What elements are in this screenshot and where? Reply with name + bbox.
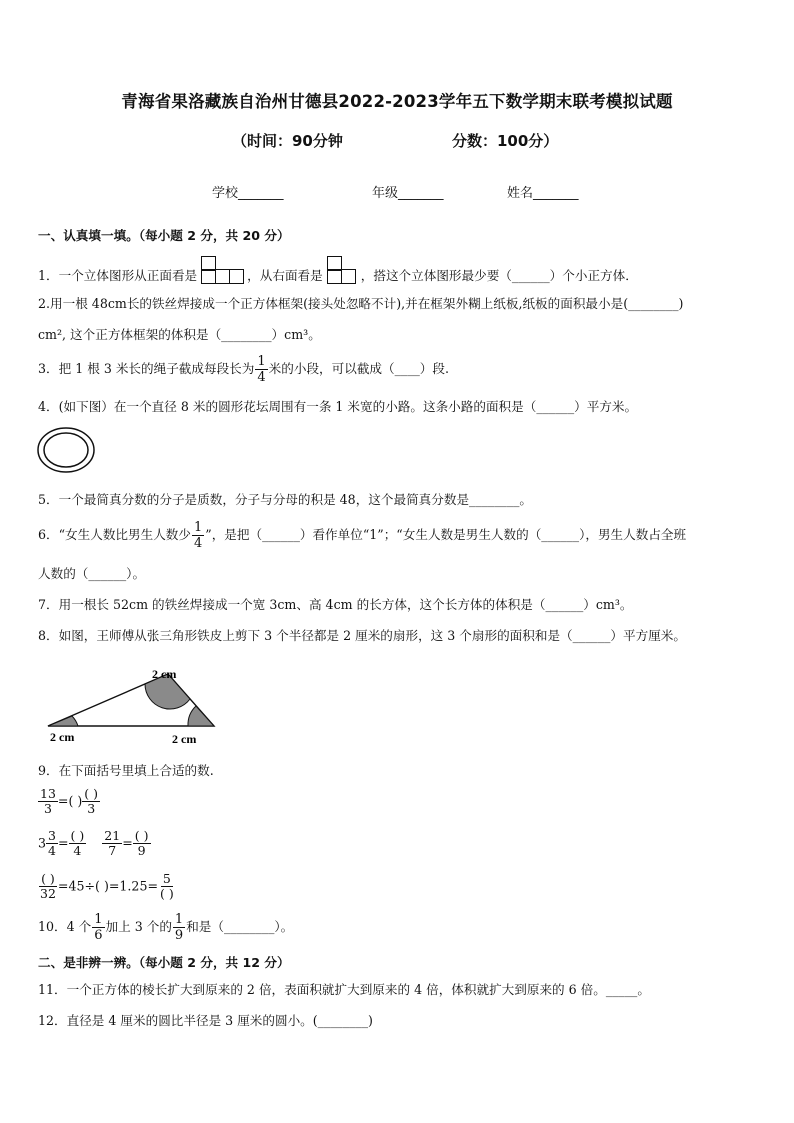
sector-left <box>48 716 78 726</box>
question-3 <box>38 355 449 384</box>
triangle-diagram <box>40 660 220 748</box>
q9-r1-n1: 13 <box>40 786 56 801</box>
q9-r2-frac2 <box>69 829 87 859</box>
q9-r2-eq2: = <box>122 835 133 851</box>
q9-r1-d1: 3 <box>43 801 52 817</box>
page-title: 青海省果洛藏族自治州甘德县2022-2023学年五下数学期末联考模拟试题 <box>121 92 673 111</box>
q9-r2-frac4 <box>133 829 151 859</box>
q9-r3-d1: 32 <box>40 886 56 902</box>
q6-den: 4 <box>193 536 203 551</box>
q3-den: 4 <box>257 370 266 385</box>
question-1 <box>38 256 638 284</box>
q10-n1: 1 <box>94 912 103 927</box>
q3-text-a: 3．把 1 根 3 米长的绳子截成每段长为 <box>38 361 255 376</box>
label-top: 2 cm <box>152 667 177 681</box>
q9-r3-mid: =45÷( )=1.25= <box>57 878 159 894</box>
q3-text-b: 米的小段，可以截成（____）段. <box>268 361 449 376</box>
q9-r3-d2: ( ) <box>160 886 174 902</box>
q10-frac2 <box>173 913 185 942</box>
q9-r2-n1: 3 <box>48 828 56 843</box>
question-8: 8．如图，王师傅从张三角形铁皮上剪下 3 个半径都是 2 厘米的扇形，这 3 个扇形的面积和是（______）平方厘米。 <box>38 628 686 643</box>
q6-num: 1 <box>193 520 203 535</box>
q9-row-3 <box>38 872 176 902</box>
q9-r3-frac2 <box>158 872 176 902</box>
q1-text-b: ，从右面看是 <box>247 268 323 283</box>
question-2-line1: 2.用一根 48cm长的铁丝焊接成一个正方体框架(接头处忽略不计),并在框架外糊上纸板,纸板的面积最小是(________) <box>38 296 684 311</box>
school-field: 学校_______ <box>212 186 284 201</box>
q10-d2: 9 <box>174 928 184 943</box>
q9-r2-n3: 21 <box>104 828 121 843</box>
question-10 <box>38 913 293 942</box>
exam-time: （时间：90分钟 <box>232 132 343 150</box>
q10-text-b: 加上 3 个的 <box>105 919 172 934</box>
circular-path-diagram <box>36 425 98 475</box>
q6-fraction <box>192 521 204 550</box>
q6-text-b: ”，是把（______）看作单位“1”；“女生人数是男生人数的（______），男生人数占全班 <box>205 527 687 542</box>
question-9: 9．在下面括号里填上合适的数. <box>38 763 214 778</box>
section2-heading: 二、是非辨一辨。（每小题 2 分，共 12 分） <box>38 955 290 970</box>
q9-r1-n2: ( ) <box>84 786 99 801</box>
q1-text-c: ，搭这个立体图形最少要（______）个小正方体． <box>360 268 638 283</box>
question-4: 4．(如下图）在一个直径 8 米的圆形花坛周围有一条 1 米宽的小路。这条小路的面积是（______）平方米。 <box>38 399 638 414</box>
q9-r1-frac1 <box>38 787 58 817</box>
question-6-line2: 人数的（______）。 <box>38 566 146 581</box>
q9-r3-frac1 <box>38 872 58 902</box>
q9-r1-frac2 <box>82 787 100 817</box>
question-11: 11．一个正方体的棱长扩大到原来的 2 倍，表面积就扩大到原来的 4 倍，体积就扩大到原来的 6 倍。_____。 <box>38 982 650 997</box>
question-2-line2: cm², 这个正方体框架的体积是（________）cm³。 <box>38 327 321 342</box>
q9-r2-d4: 9 <box>137 843 146 859</box>
q9-r3-n2: 5 <box>162 871 171 886</box>
q9-row-1 <box>38 787 100 817</box>
q9-r2-d1: 4 <box>48 843 56 859</box>
section1-heading: 一、认真填一填。（每小题 2 分，共 20 分） <box>38 228 290 243</box>
q3-fraction <box>255 355 267 384</box>
q9-r2-n2: ( ) <box>70 828 85 843</box>
name-field: 姓名_______ <box>507 186 579 201</box>
grade-field: 年级_______ <box>372 186 444 201</box>
q10-frac1 <box>92 913 104 942</box>
q9-r2-whole: 3 <box>38 835 47 851</box>
outer-circle <box>38 428 94 472</box>
q9-row-2 <box>38 829 151 859</box>
q6-text-a: 6．“女生人数比男生人数少 <box>38 527 191 542</box>
q10-d1: 6 <box>94 928 103 943</box>
q9-r2-frac1 <box>46 829 58 859</box>
right-view-icon <box>327 256 357 284</box>
q1-text-a: 1．一个立体图形从正面看是 <box>38 268 198 283</box>
label-left: 2 cm <box>50 730 75 744</box>
q9-r2-d3: 7 <box>108 843 117 859</box>
q9-r3-n1: ( ) <box>41 871 55 886</box>
inner-circle <box>44 433 88 467</box>
q9-r2-d2: 4 <box>73 843 82 859</box>
q3-num: 1 <box>257 354 266 369</box>
question-6 <box>38 521 686 550</box>
sector-right <box>188 706 214 726</box>
q9-r2-frac3 <box>102 829 122 859</box>
q10-text-c: 和是（________）。 <box>186 919 294 934</box>
front-view-icon <box>201 256 243 284</box>
q10-n2: 1 <box>174 912 184 927</box>
label-right: 2 cm <box>172 732 197 746</box>
q9-r1-d2: 3 <box>87 801 96 817</box>
q9-r1-mid: =( ) <box>57 793 83 809</box>
question-12: 12．直径是 4 厘米的圆比半径是 3 厘米的圆小。(________) <box>38 1013 373 1028</box>
q9-r2-eq: = <box>57 835 69 851</box>
exam-score: 分数：100分） <box>452 132 559 150</box>
q9-r2-n4: ( ) <box>134 828 149 843</box>
question-7: 7．用一根长 52cm 的铁丝焊接成一个宽 3cm、高 4cm 的长方体，这个长方体的体积是（______）cm³。 <box>38 597 633 612</box>
q10-text-a: 10．4 个 <box>38 919 92 934</box>
question-5: 5．一个最简真分数的分子是质数，分子与分母的积是 48，这个最简真分数是________。 <box>38 492 533 507</box>
